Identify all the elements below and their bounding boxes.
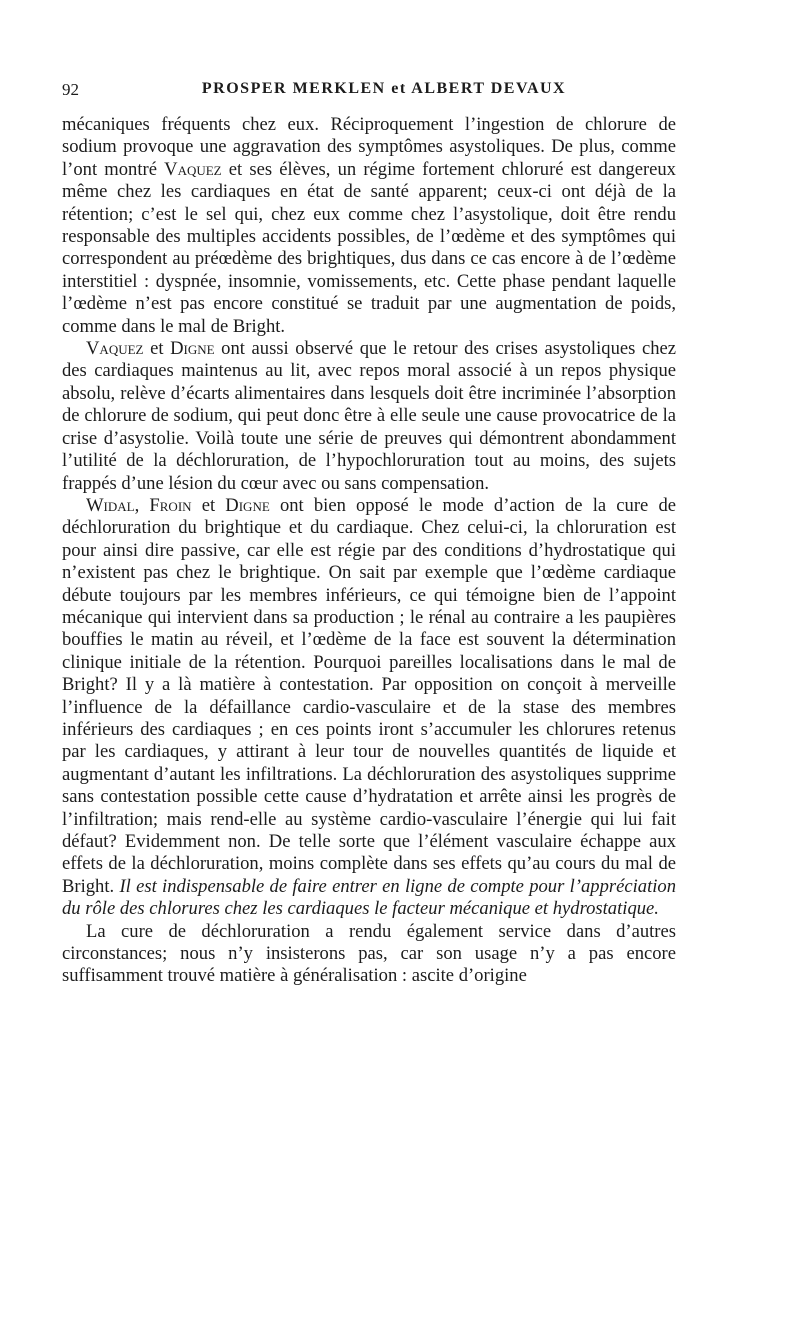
paragraph-1-text: mécaniques fréquents chez eux. Réciproquement l’ingestion de chlorure de sodium provoque une aggravation des symptômes asystoliques. De plus, comme l’ont montré <box>62 114 676 180</box>
paragraph-4-text: La cure de déchloruration a rendu également service dans d’autres circonstances; nous n’y insisterons pas, car son usage n’y a pas encore suffisamment trouvé matière à généralisation : ascite d’origine <box>62 920 676 987</box>
italic-emphasis: Il est indispensable de faire entrer en ligne de compte pour l’appréciation du rôle des chlorures chez les cardiaques le facteur mécanique et hydrostatique. <box>62 875 676 920</box>
author-name: Vaquez <box>164 158 222 180</box>
conjunction: et <box>191 494 226 516</box>
author-name: Widal <box>86 494 135 516</box>
paragraph-1-text-cont: et ses élèves, un régime fortement chloruré est dangereux même chez les cardiaques en état de santé apparent; ceux-ci ont déjà de la rétention; c’est le sel qui, chez eux comme chez l’asystolique, doit être rendu responsable des multiples accidents possibles, de l’œdème et des symptômes qui correspondent au préœdème des brightiques, dus dans ce cas encore à de l’œdème interstitiel : dyspnée, insomnie, vomissements, etc. Cette phase pendant laquelle l’œdème n’est pas encore constitué se traduit par une augmentation de poids, comme dans le mal de Bright. <box>62 158 676 337</box>
page-body <box>62 114 676 988</box>
paragraph-3-text: ont bien opposé le mode d’action de la cure de déchloruration du brightique et du cardiaque. Chez celui-ci, la chloruration est pour ainsi dire passive, car elle est régie par des conditions d’hydrostatique qui n’existent pas chez le brightique. On sait par exemple que l’œdème cardiaque débute toujours par les membres inférieurs, ce qui témoigne bien de l’appoint mécanique qui intervient dans sa production ; le rénal au contraire a les paupières bouffies le matin au réveil, et l’œdème de la face est souvent la détermination clinique initiale de la rétention. Pourquoi pareilles localisations dans le mal de Bright? Il y a là matière à contestation. Par opposition on conçoit à merveille l’influence de la défaillance cardio-vasculaire et de la stase des membres inférieurs des cardiaques ; en ces points iront s’accumuler les chlorures retenus par les cardiaques, y attirant à leur tour de nouvelles quantités de liquide et augmentant d’autant les infiltrations. La déchloruration des asystoliques supprime sans contestation possible cette cause d’hydratation et arrête ainsi les progrès de l’infiltration; mais rend-elle au système cardio-vasculaire l’énergie qui lui fait défaut? Evidemment non. De telle sorte que l’élément vasculaire échappe aux effets de la déchloruration, moins complète dans ses effets qu’au cours du mal de Bright. <box>62 494 677 897</box>
author-name: Digne <box>225 494 270 516</box>
paragraph-1 <box>62 114 676 338</box>
author-name: Vaquez <box>86 338 144 360</box>
paragraph-2-text: ont aussi observé que le retour des crises asystoliques chez des cardiaques maintenus au lit, avec repos moral associé à un repos physique absolu, relève d’écarts alimentaires dans lesquels doit être incriminée l’absorption de chlorure de sodium, qui peut donc être à elle seule une cause provocatrice de la crise d’asystolie. Voilà toute une série de preuves qui démontrent abondamment l’utilité de la déchloruration, de l’hypochloruration tout au moins, des sujets frappés d’une lésion du cœur avec ou sans compensation. <box>62 338 676 494</box>
page-number: 92 <box>62 80 79 99</box>
separator: , <box>134 494 150 516</box>
paragraph-2 <box>62 338 676 495</box>
conjunction: et <box>143 338 171 360</box>
running-header <box>62 80 676 106</box>
author-name: Froin <box>149 494 192 516</box>
author-name: Digne <box>170 338 215 360</box>
paragraph-4 <box>62 921 676 988</box>
running-title: PROSPER MERKLEN et ALBERT DEVAUX <box>201 80 567 97</box>
paragraph-3 <box>62 495 676 921</box>
